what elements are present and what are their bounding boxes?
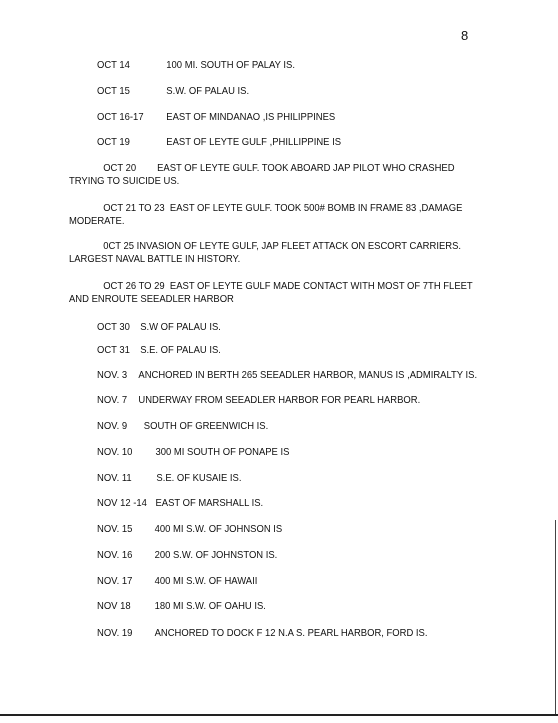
entry-text: 400 MI S.W. OF JOHNSON IS (154, 523, 283, 535)
log-entry (97, 369, 478, 382)
log-entry (97, 136, 453, 149)
entry-date: NOV. 17 (97, 575, 133, 587)
paragraph-line: MODERATE. (69, 215, 125, 227)
entry-date: NOV. 10 (97, 446, 133, 458)
entry-text: 400 MI S.W. OF HAWAII (154, 575, 258, 587)
entry-text: 300 MI SOUTH OF PONAPE IS (155, 446, 290, 458)
entry-text: S.E. OF PALAU IS. (140, 344, 221, 356)
log-paragraph (69, 280, 473, 306)
entry-date: NOV. 3 (97, 369, 128, 381)
page-number: 8 (461, 28, 469, 43)
log-entry (97, 523, 453, 536)
entry-date: NOV. 9 (97, 420, 128, 432)
log-entry (97, 394, 453, 407)
entry-text: EAST OF LEYTE GULF ,PHILLIPPINE IS (166, 136, 342, 148)
log-entry (97, 472, 453, 485)
log-entry (97, 321, 453, 334)
entry-date: NOV 18 (97, 600, 131, 612)
log-entry (97, 575, 453, 588)
log-paragraph (69, 202, 465, 228)
paragraph-line: TRYING TO SUICIDE US. (69, 175, 180, 187)
log-entry (97, 59, 453, 72)
entry-text: S.W OF PALAU IS. (140, 321, 221, 333)
entry-date: NOV. 11 (97, 472, 132, 484)
entry-text: ANCHORED IN BERTH 265 SEEADLER HARBOR, MANUS IS ,ADMIRALTY IS. (138, 369, 478, 381)
scan-edge-line (555, 520, 556, 714)
paragraph-line: OCT 20 EAST OF LEYTE GULF. TOOK ABOARD JAP PILOT WHO CRASHED (103, 162, 455, 174)
entry-date: OCT 19 (97, 136, 130, 148)
paragraph-line: OCT 26 TO 29 EAST OF LEYTE GULF MADE CONTACT WITH MOST OF 7TH FLEET (103, 280, 473, 292)
paragraph-line: 0CT 25 INVASION OF LEYTE GULF, JAP FLEET ATTACK ON ESCORT CARRIERS. (103, 240, 462, 252)
log-entry (97, 549, 453, 562)
log-entry (97, 420, 453, 433)
entry-date: NOV. 7 (97, 394, 128, 406)
entry-text: UNDERWAY FROM SEEADLER HARBOR FOR PEARL HARBOR. (138, 394, 421, 406)
entry-date: OCT 15 (97, 85, 130, 97)
entry-text: S.W. OF PALAU IS. (166, 85, 250, 97)
scan-bottom-edge (0, 714, 558, 716)
entry-date: NOV. 16 (97, 549, 133, 561)
entry-text: EAST OF MARSHALL IS. (155, 497, 264, 509)
log-entry (97, 446, 453, 459)
log-paragraph (69, 240, 465, 266)
entry-date: OCT 14 (97, 59, 130, 71)
paragraph-line: LARGEST NAVAL BATTLE IN HISTORY. (69, 253, 241, 265)
entry-date: OCT 31 (97, 344, 130, 356)
entry-text: 100 MI. SOUTH OF PALAY IS. (166, 59, 295, 71)
entry-text: 180 MI S.W. OF OAHU IS. (154, 600, 266, 612)
entry-date: NOV. 19 (97, 627, 133, 639)
entry-date: OCT 30 (97, 321, 130, 333)
log-paragraph (69, 162, 465, 188)
entry-date: NOV. 15 (97, 523, 133, 535)
entry-text: 200 S.W. OF JOHNSTON IS. (154, 549, 278, 561)
entry-date: NOV 12 -14 (97, 497, 147, 509)
entry-text: S.E. OF KUSAIE IS. (156, 472, 242, 484)
entry-text: ANCHORED TO DOCK F 12 N.A S. PEARL HARBOR, FORD IS. (154, 627, 428, 639)
paragraph-line: AND ENROUTE SEEADLER HARBOR (69, 293, 234, 305)
paragraph-line: OCT 21 TO 23 EAST OF LEYTE GULF. TOOK 500# BOMB IN FRAME 83 ,DAMAGE (103, 202, 463, 214)
entry-date: OCT 16-17 (97, 111, 144, 123)
log-entry (97, 627, 453, 640)
log-entry (97, 111, 453, 124)
log-entry (97, 600, 453, 613)
log-entry (97, 85, 453, 98)
entry-text: SOUTH OF GREENWICH IS. (143, 420, 269, 432)
log-entry (97, 497, 453, 510)
log-entry (97, 344, 453, 357)
entry-text: EAST OF MINDANAO ,IS PHILIPPINES (166, 111, 336, 123)
